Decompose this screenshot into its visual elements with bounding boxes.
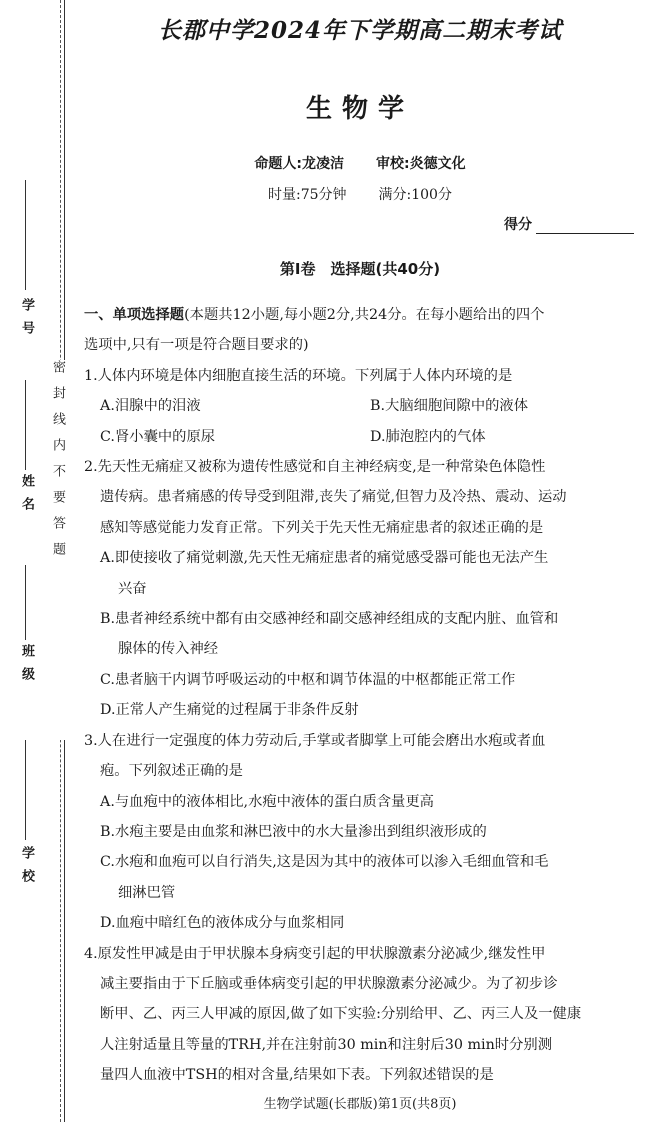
q1-options-row1 [84,391,640,421]
school-exam-title: 长郡中学2024年下学期高二期末考试 [157,17,562,44]
full-score: 满分:100分 [378,187,452,203]
q4-stem-line5: 量四人血液中TSH的相对含量,结果如下表。下列叙述错误的是 [100,1067,494,1084]
q4-stem-line3: 断甲、乙、丙三人甲减的原因,做了如下实验:分别给甲、乙、丙三人及一健康 [100,1006,582,1023]
q3-option-a[interactable]: A.与血疱中的液体相比,水疱中液体的蛋白质含量更高 [100,793,434,810]
name-underline [25,380,26,470]
q2-option-a-cont: 兴奋 [118,580,147,597]
class-underline [25,565,26,640]
q1-options-row2 [84,422,640,452]
score-field [504,214,634,234]
q1-option-d[interactable]: D.肺泡腔内的气体 [370,428,486,445]
q2-stem-line3: 感知等感觉能力发育正常。下列关于先天性无痛症患者的叙述正确的是 [100,519,544,536]
q3-stem-line2: 疱。下列叙述正确的是 [100,763,243,780]
q1-stem: 1.人体内环境是体内细胞直接生活的环境。下列属于人体内环境的是 [84,367,513,384]
question-content [84,300,640,1091]
part-title: 第Ⅰ卷 选择题(共40分) [279,260,441,278]
reviewer: 审校:炎德文化 [376,156,466,172]
q2-option-b[interactable]: B.患者神经系统中都有由交感神经和副交感神经组成的支配内脏、血管和 [100,611,559,628]
q1-option-c[interactable]: C.肾小囊中的原尿 [100,428,216,445]
q3-option-c-cont: 细淋巴管 [118,884,176,901]
setter: 命题人:龙凌洁 [254,156,344,172]
section-desc-line: 选项中,只有一项是符合题目要求的) [84,337,309,354]
q2-option-b-cont: 腺体的传入神经 [118,641,219,658]
q4-stem-line2: 减主要指由于下丘脑或垂体病变引起的甲状腺激素分泌减少。为了初步诊 [100,975,558,992]
exam-credits [120,153,600,173]
q3-option-c[interactable]: C.水疱和血疱可以自行消失,这是因为其中的液体可以渗入毛细血管和毛 [100,854,549,871]
score-blank[interactable] [536,219,634,234]
q2-stem-line2: 遗传病。患者痛感的传导受到阻滞,丧失了痛觉,但智力及冷热、震动、运动 [100,489,567,506]
seal-notice: 密封线内不要答题 [45,360,67,740]
score-label: 得分 [504,217,532,233]
school-label: 学校 [19,846,34,892]
q2-option-d[interactable]: D.正常人产生痛觉的过程属于非条件反射 [100,702,359,719]
q2-option-a[interactable]: A.即使接收了痛觉刺激,先天性无痛症患者的痛觉感受器可能也无法产生 [100,550,549,567]
q2-stem-line1: 2.先天性无痛症又被称为遗传性感觉和自主神经病变,是一种常染色体隐性 [84,459,546,476]
student-no-label: 学号 [19,298,34,344]
exam-meta [120,184,600,204]
class-label: 班级 [19,644,34,690]
q3-option-d[interactable]: D.血疱中暗红色的液体成分与血浆相同 [100,915,345,932]
q1-option-b[interactable]: B.大脑细胞间隙中的液体 [370,398,529,415]
q4-stem-line1: 4.原发性甲减是由于甲状腺本身病变引起的甲状腺激素分泌减少,继发性甲 [84,945,546,962]
subject-title: 生物学 [305,94,414,124]
time-limit: 时量:75分钟 [268,187,347,203]
q3-stem-line1: 3.人在进行一定强度的体力劳动后,手掌或者脚掌上可能会磨出水疱或者血 [84,732,546,749]
q3-option-b[interactable]: B.水疱主要是由血浆和淋巴液中的水大量渗出到组织液形成的 [100,823,487,840]
name-label: 姓名 [19,474,34,520]
q4-stem-line4: 人注射适量且等量的TRH,并在注射前30 min和注射后30 min时分别测 [100,1036,552,1053]
page-footer: 生物学试题(长郡版)第1页(共8页) [263,1097,457,1112]
school-underline [25,740,26,840]
student-no-underline [25,180,26,290]
section-heading: 一、单项选择题(本题共12小题,每小题2分,共24分。在每小题给出的四个 [84,307,545,323]
q1-option-a[interactable]: A.泪腺中的泪液 [100,398,201,415]
q2-option-c[interactable]: C.患者脑干内调节呼吸运动的中枢和调节体温的中枢都能正常工作 [100,671,516,688]
